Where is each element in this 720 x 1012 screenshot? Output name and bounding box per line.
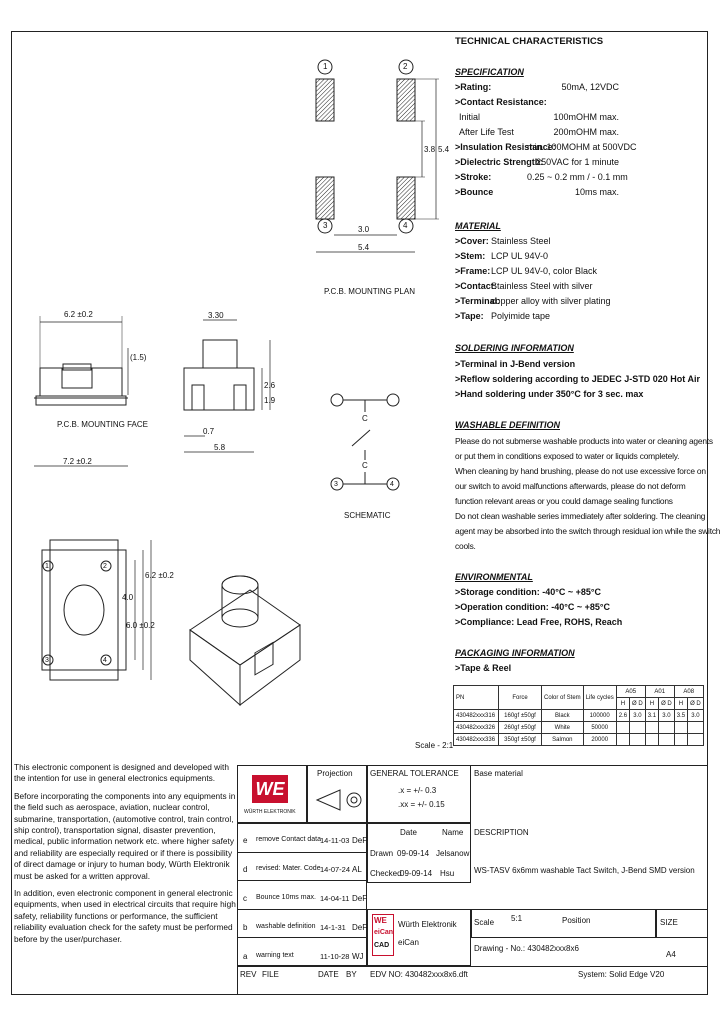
dim-6-2: 6.2 ±0.2 [64,310,93,319]
rev-rev: d [243,865,248,874]
rev-by: AL [352,865,362,874]
dim-3-0: 3.0 [358,225,370,234]
washable-line: our switch to avoid malfunctions afterwards, please do not deform [455,481,686,491]
position-label: Position [562,916,591,925]
dim-2-6: 2.6 [264,381,276,390]
soldering-line-1: >Terminal in J-Bend version [455,359,576,369]
edv-number: EDV NO: 430482xxx8x6.dft [370,970,468,979]
disclaimer-para-3: In addition, even electronic component in general electronic equipments, when used in electrical circuits that require high safety, reliability functions or performance, the sufficient reliability evaluation check for the safety must be performed before by the user/purchaser. [14,888,236,944]
pk-cell: 3.1 [645,710,658,722]
pk-cell: 430482xxx336 [454,734,499,746]
pk-sub: H [616,698,629,710]
dim-3-30: 3.30 [208,311,224,320]
top-pin-2: 2 [103,563,107,570]
spec-value: 200mOHM max. [553,127,619,137]
spec-label: >Insulation Resistance: [455,142,556,152]
pk-cell: 260gf ±50gf [499,722,542,734]
top-pin-4: 4 [103,657,107,664]
dim-5-4: 5.4 [358,243,370,252]
size-value: A4 [666,950,676,959]
company-logo-cad: CAD [374,942,390,949]
rev-divider [237,966,367,967]
tolerance-1: .x = +/- 0.3 [398,786,437,795]
company-logo-we: WE [374,916,387,925]
material-value: copper alloy with silver plating [491,296,611,306]
material-value: LCP UL 94V-0, color Black [491,266,598,276]
washable-line: function relevant areas or you could damage sealing functions [455,496,673,506]
rev-rev: a [243,952,248,961]
we-logo: WE [252,775,288,803]
base-material-label: Base material [474,769,523,778]
washable-header: WASHABLE DEFINITION [455,420,560,430]
pk-cell: 2.6 [616,710,629,722]
projection-symbol-icon [312,782,367,820]
spec-label: >Rating: [455,82,492,92]
drawn-name: Jelsanow [436,849,470,858]
schem-c-2: C [362,461,368,470]
rev-desc: remove Contact data [256,836,321,843]
general-tolerance-label: GENERAL TOLERANCE [370,769,459,778]
washable-line: cools. [455,541,476,551]
description-text: WS-TASV 6x6mm washable Tact Switch, J-Bend SMD version [474,866,695,875]
drawing-number: Drawing - No.: 430482xxx8x6 [474,944,579,953]
washable-line: When cleaning by hand brushing, please do not use excessive force on [455,466,706,476]
pin-1-label: 1 [323,62,328,71]
packaging-line-1: >Tape & Reel [455,663,512,673]
pk-head-pn: PN [454,686,499,710]
pcb-pad-4 [397,177,415,219]
tolerance-2: .xx = +/- 0.15 [398,800,445,809]
material-value: LCP UL 94V-0 [491,251,549,261]
spec-value: 50mA, 12VDC [561,82,619,92]
company-logo-eican: eiCan [374,929,394,936]
spec-label: >Contact Resistance: [455,97,547,107]
description-label: DESCRIPTION [474,828,529,837]
material-label: >Stem: [455,251,486,261]
env-line-1: >Storage condition: -40°C ~ +85°C [455,587,601,597]
date-col-label: Date [400,828,417,837]
schematic-label: SCHEMATIC [344,511,391,520]
spec-label: Initial [459,112,481,122]
rev-divider [237,880,367,881]
company-logo [372,914,394,956]
rev-head-file: FILE [262,970,279,979]
material-label: >Frame: [455,266,491,276]
pcb-pad-3 [316,177,334,219]
rev-divider [237,852,367,853]
washable-line: or put them in conditions exposed to water or liquids completely. [455,451,680,461]
pin-3-label: 3 [323,221,328,230]
spec-value: 100mOHM max. [553,112,619,122]
material-label: >Terminal: [455,296,501,306]
pin-2-label: 2 [403,62,408,71]
dim-5-4-v: 5.4 [438,145,450,154]
pk-sub: H [645,698,658,710]
washable-line: agent may be absorbed into the switch through residual ion while the switch [455,526,720,536]
pk-cell: Salmon [542,734,584,746]
tb-scale-label: Scale [474,918,495,927]
washable-line: Please do not submerse washable products into water or cleaning agents [455,436,713,446]
company-sub: eiCan [398,938,419,947]
pk-cell: 430482xxx326 [454,722,499,734]
rev-rev: e [243,836,248,845]
dim-1-9: 1.9 [264,396,276,405]
rev-head-by: BY [346,970,357,979]
env-line-3: >Compliance: Lead Free, ROHS, Reach [455,617,623,627]
pk-cell: 3.0 [659,710,675,722]
pk-cell: 430482xxx316 [454,710,499,722]
rev-desc: revised: Mater. Code [256,865,321,872]
pcb-plan-label: P.C.B. MOUNTING PLAN [324,287,415,296]
disclaimer-para-1: This electronic component is designed and developed with the intention for use in general electronics equipments. [14,762,229,784]
material-value: Stainless Steel with silver [491,281,593,291]
pk-head-a01: A01 [645,686,674,698]
spec-label: >Dielectric Strength: [455,157,544,167]
pk-cell: 3.0 [688,710,704,722]
pk-cell: White [542,722,584,734]
pk-cell: 350gf ±50gf [499,734,542,746]
projection-label: Projection [317,769,353,778]
pk-cell: 3.0 [630,710,646,722]
rev-date: 14-04-11 [320,894,350,903]
material-value: Stainless Steel [491,236,551,246]
logo-subtitle: WÜRTH ELEKTRONIK [244,809,296,815]
material-label: >Cover: [455,236,489,246]
tb-scale-value: 5:1 [511,914,523,923]
spec-value: 0.25 ~ 0.2 mm / - 0.1 mm [527,172,628,182]
drawn-label: Drawn [370,849,394,858]
pk-sub: H [674,698,687,710]
rev-divider [237,937,367,938]
rev-desc: warning text [256,952,294,959]
environmental-header: ENVIRONMENTAL [455,572,533,582]
top-pin-3: 3 [45,657,49,664]
material-header: MATERIAL [455,221,501,231]
dim-7-2: 7.2 ±0.2 [63,457,92,466]
spec-label: After Life Test [459,127,514,137]
pk-cell: 20000 [583,734,616,746]
pcb-pad-2 [397,79,415,121]
rev-rev: b [243,923,248,932]
pcb-pad-1 [316,79,334,121]
pk-cell: 100000 [583,710,616,722]
env-line-2: >Operation condition: -40°C ~ +85°C [455,602,610,612]
company-name: Würth Elektronik [398,920,457,929]
checked-name: Hsu [440,869,455,878]
rev-date: 14-07-24 [320,865,351,874]
rev-head-date: DATE [318,970,339,979]
dim-3-8: 3.8 [424,145,436,154]
spec-value: min. 100MOHM at 500VDC [527,142,637,152]
packaging-header: PACKAGING INFORMATION [455,648,575,658]
dim-4-0: 4.0 [122,593,134,602]
pk-head-a05: A05 [616,686,645,698]
rev-date: 11-10-28 [320,952,350,961]
spec-label: >Bounce [455,187,494,197]
size-label: SIZE [660,918,678,927]
pk-head-force: Force [499,686,542,710]
system-label: System: Solid Edge V20 [578,970,665,979]
checked-date: 09-09-14 [400,869,433,878]
name-col-label: Name [442,828,464,837]
rev-desc: Bounce 10ms max. [256,894,316,901]
dim-1-5: (1.5) [130,353,147,362]
rev-head-rev: REV [240,970,257,979]
rev-rev: c [243,894,247,903]
material-label: >Tape: [455,311,484,321]
dim-5-8: 5.8 [214,443,226,452]
pin-4-label: 4 [403,221,408,230]
pk-sub: Ø D [630,698,646,710]
drawn-date: 09-09-14 [397,849,430,858]
dim-6-2-v: 6.2 ±0.2 [145,571,174,580]
spec-header: SPECIFICATION [455,67,524,77]
rev-date: 14-1-31 [320,923,346,932]
spec-value: 10ms max. [574,187,619,197]
pk-cell: 50000 [583,722,616,734]
pk-head-life: Life cycles [583,686,616,710]
rev-by: DeF [352,923,368,932]
spec-label: >Stroke: [455,172,492,182]
pk-head-color: Color of Stem [542,686,584,710]
rev-desc: washable definition [256,923,316,930]
dim-0-7: 0.7 [203,427,215,436]
dim-6-0: 6.0 ±0.2 [126,621,155,630]
rev-date: 14-11-03 [320,836,350,845]
soldering-header: SOLDERING INFORMATION [455,343,574,353]
checked-label: Checked [370,869,402,878]
disclaimer-para-2: Before incorporating the components into any equipments in the field such as aerospace, aviation, nuclear control, submarine, transportation, (automotive control, train control, ship control), transportation signal, disaster prevention, medical, public information network etc. where higher safety and reliability are especially required or if there is possibility of direct damage or injury to human body, Würth Elektronik must be asked for a written approval. [14,790,236,881]
material-value: Polyimide tape [491,311,551,321]
rev-by: WJ [352,952,364,961]
pcb-face-label: P.C.B. MOUNTING FACE [57,420,148,429]
rev-by: DeF [352,836,368,845]
rev-divider [237,909,367,910]
pk-cell: 160gf ±50gf [499,710,542,722]
pk-sub: Ø D [688,698,704,710]
pk-cell: Black [542,710,584,722]
spec-value: 250VAC for 1 minute [536,157,619,167]
pk-cell: 3.5 [674,710,687,722]
rev-by: DeF [352,894,368,903]
soldering-line-3: >Hand soldering under 350°C for 3 sec. max [455,389,644,399]
soldering-line-2: >Reflow soldering according to JEDEC J-STD 020 Hot Air [455,374,700,384]
pk-head-a08: A08 [674,686,703,698]
disclaimer [14,762,236,951]
schem-c-1: C [362,414,368,423]
top-pin-1: 1 [45,563,49,570]
washable-line: Do not clean washable series immediately after soldering. The cleaning [455,511,706,521]
schem-pin-4: 4 [390,481,394,488]
tech-title: TECHNICAL CHARACTERISTICS [455,36,604,47]
material-label: >Contact: [455,281,497,291]
schem-pin-3: 3 [334,481,338,488]
scale-label: Scale - 2:1 [415,741,454,750]
pk-sub: Ø D [659,698,675,710]
